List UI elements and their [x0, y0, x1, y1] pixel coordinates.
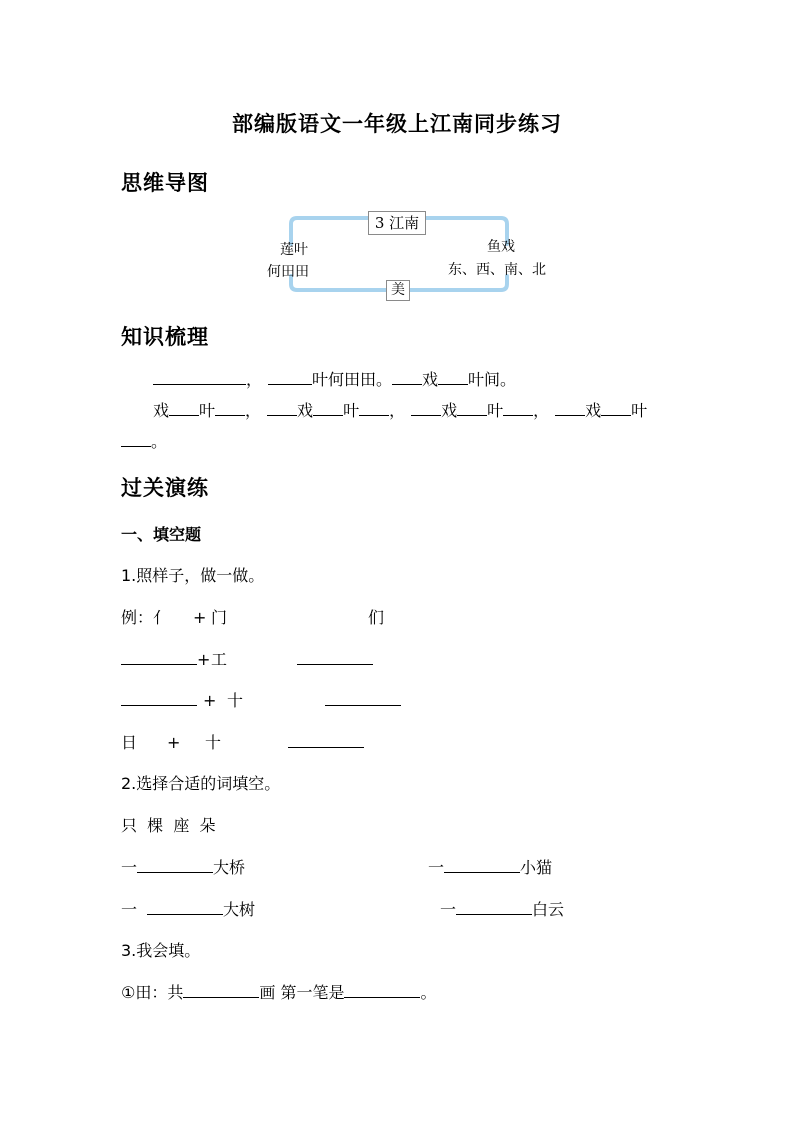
text: 叶 — [631, 401, 648, 420]
text: 日 — [121, 733, 138, 752]
question-3-item-1 — [121, 982, 436, 1004]
blank[interactable] — [325, 690, 401, 706]
blank[interactable] — [183, 982, 259, 998]
plus: + — [193, 608, 207, 627]
text: 小猫 — [520, 858, 553, 877]
text: 十 — [205, 733, 222, 752]
text: 画 第一笔是 — [259, 983, 345, 1002]
blank[interactable] — [121, 690, 197, 706]
comma: ， — [245, 401, 262, 420]
plus: + — [197, 650, 211, 669]
text: 大树 — [223, 900, 256, 919]
blank[interactable] — [137, 857, 213, 873]
blank[interactable] — [438, 369, 468, 385]
blank[interactable] — [267, 400, 297, 416]
text: 戏 — [297, 401, 314, 420]
text: 叶何田田。 — [312, 370, 393, 389]
text: 戏 — [422, 370, 439, 389]
question-2-item-c — [121, 899, 255, 921]
comma: ， — [389, 401, 406, 420]
text: 白云 — [532, 900, 565, 919]
text: 们 — [368, 608, 385, 627]
question-2-options: 只 棵 座 朵 — [121, 816, 216, 835]
blank[interactable] — [169, 400, 199, 416]
blank[interactable] — [456, 899, 532, 915]
text: 亻 — [153, 608, 170, 627]
text: 工 — [211, 650, 228, 669]
section-knowledge-heading: 知识梳理 — [121, 325, 209, 349]
knowledge-line-2 — [153, 400, 647, 422]
comma: ， — [246, 370, 263, 389]
knowledge-line-3 — [121, 431, 167, 453]
plus: + — [203, 691, 217, 710]
question-2-item-a — [121, 857, 245, 879]
mind-map — [265, 210, 561, 302]
mind-map-center-box: 3 江南 — [368, 211, 426, 235]
blank[interactable] — [313, 400, 343, 416]
blank[interactable] — [121, 649, 197, 665]
section-practice-heading: 过关演练 — [121, 476, 209, 500]
question-3-title: 3.我会填。 — [121, 941, 201, 960]
blank[interactable] — [601, 400, 631, 416]
blank[interactable] — [121, 431, 151, 447]
text: 叶 — [487, 401, 504, 420]
text: 叶 — [343, 401, 360, 420]
question-group-heading: 一、填空题 — [121, 525, 202, 544]
blank[interactable] — [344, 982, 420, 998]
section-mindmap-heading: 思维导图 — [121, 171, 209, 195]
text: 戏 — [585, 401, 602, 420]
question-1-row-3 — [121, 732, 364, 754]
question-1-row-1 — [121, 649, 373, 671]
plus: + — [167, 733, 181, 752]
question-1-example — [121, 607, 384, 629]
question-1-row-2 — [121, 690, 401, 712]
text: 十 — [227, 691, 244, 710]
mind-map-left-bottom: 何田田 — [267, 264, 309, 280]
text: 戏 — [153, 401, 170, 420]
question-2-item-d — [440, 899, 564, 921]
text: 叶 — [199, 401, 216, 420]
blank[interactable] — [153, 369, 246, 385]
text: 一 — [428, 858, 445, 877]
question-2-title: 2.选择合适的词填空。 — [121, 774, 281, 793]
page-title: 部编版语文一年级上江南同步练习 — [232, 112, 562, 136]
text: 戏 — [441, 401, 458, 420]
blank[interactable] — [457, 400, 487, 416]
blank[interactable] — [288, 732, 364, 748]
mind-map-bottom-box: 美 — [386, 280, 410, 301]
blank[interactable] — [411, 400, 441, 416]
period: 。 — [151, 432, 168, 451]
blank[interactable] — [392, 369, 422, 385]
mind-map-right-top: 鱼戏 — [487, 239, 515, 255]
text: ①田：共 — [121, 983, 184, 1002]
mind-map-right-bottom: 东、西、南、北 — [448, 262, 546, 278]
blank[interactable] — [215, 400, 245, 416]
text: 一 — [121, 900, 138, 919]
question-2-item-b — [428, 857, 552, 879]
comma: ， — [533, 401, 550, 420]
mind-map-left-top: 莲叶 — [280, 242, 308, 258]
text: 叶间。 — [468, 370, 517, 389]
text: 一 — [440, 900, 457, 919]
text: 大桥 — [213, 858, 246, 877]
blank[interactable] — [297, 649, 373, 665]
text: 门 — [211, 608, 228, 627]
text: 例： — [121, 608, 154, 627]
period: 。 — [420, 983, 437, 1002]
blank[interactable] — [359, 400, 389, 416]
blank[interactable] — [555, 400, 585, 416]
blank[interactable] — [503, 400, 533, 416]
blank[interactable] — [268, 369, 312, 385]
knowledge-line-1 — [153, 369, 516, 391]
blank[interactable] — [444, 857, 520, 873]
text: 一 — [121, 858, 138, 877]
blank[interactable] — [147, 899, 223, 915]
question-1-title: 1.照样子，做一做。 — [121, 566, 265, 585]
